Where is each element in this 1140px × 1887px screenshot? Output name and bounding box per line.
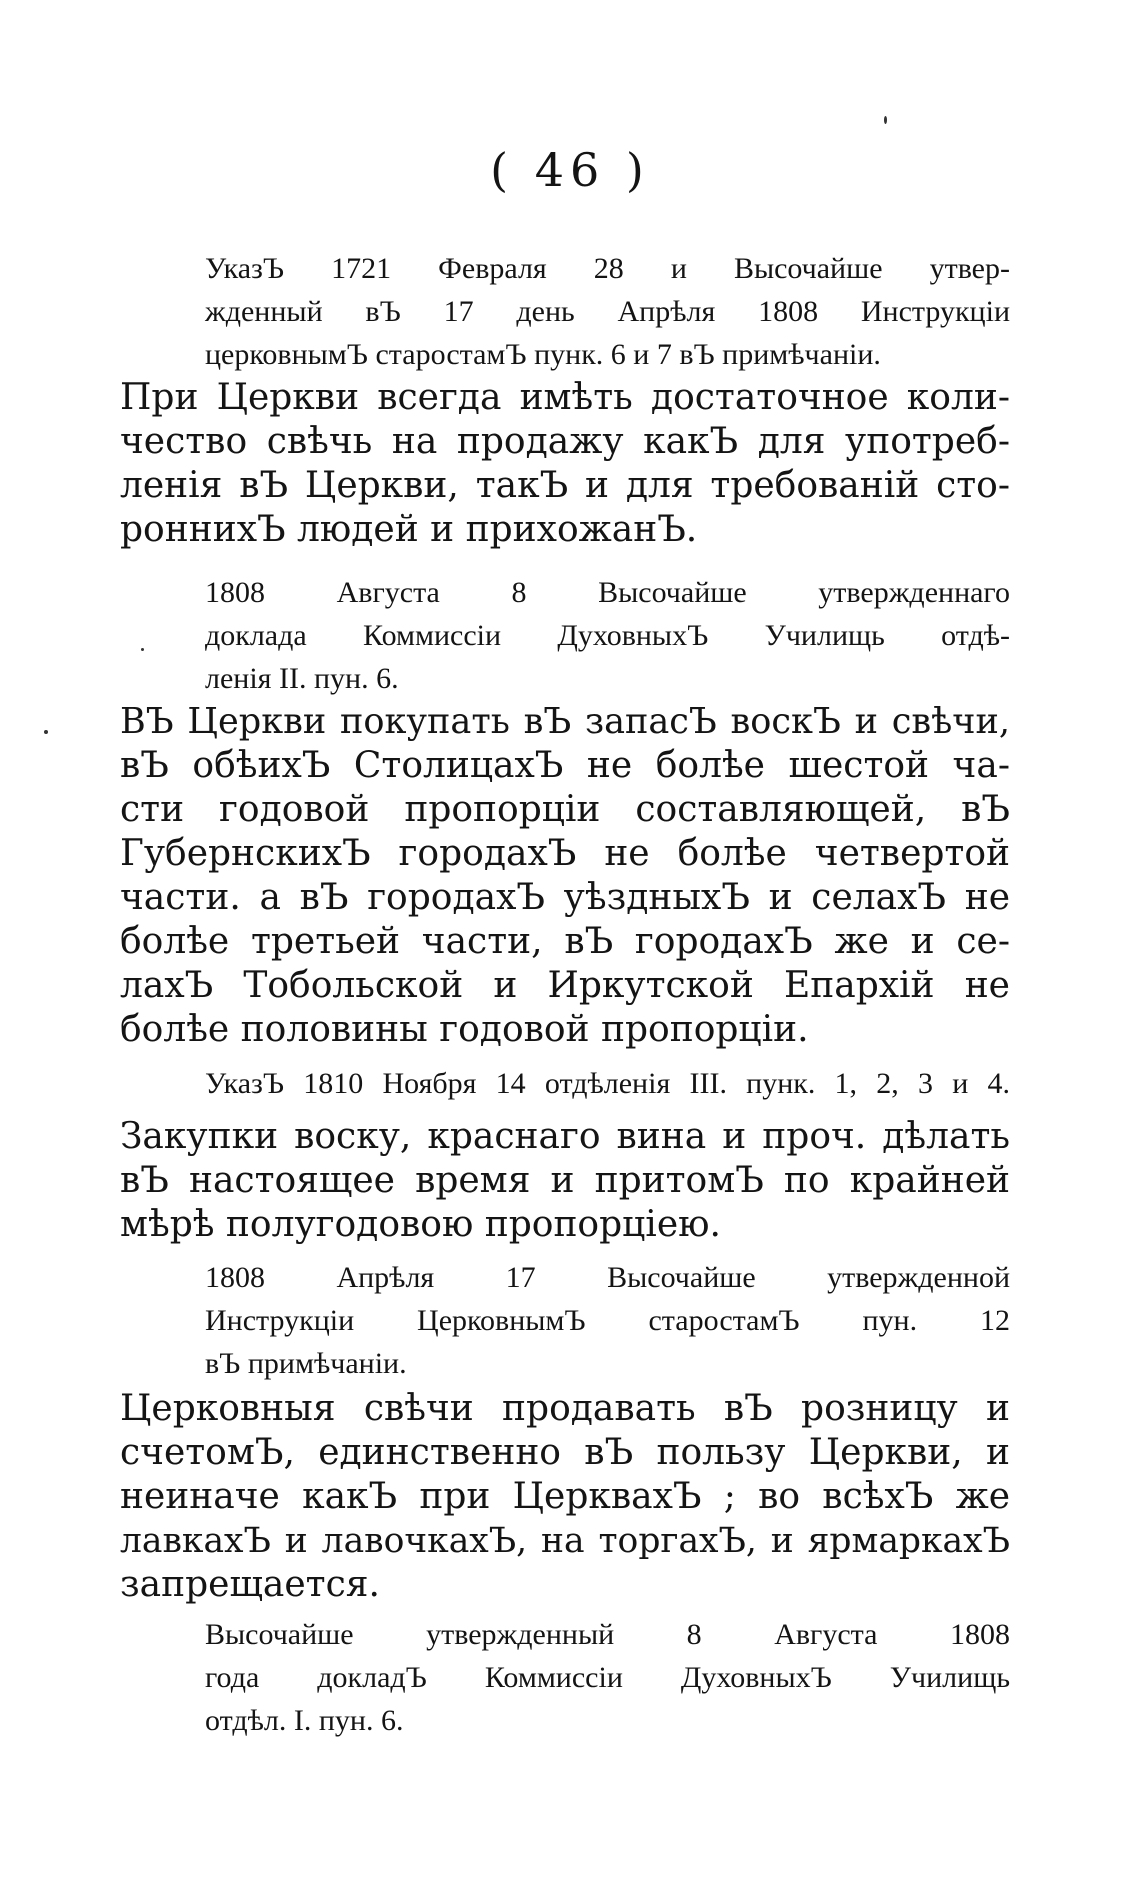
page-number: ( 46 ) — [490, 143, 650, 197]
paragraph-line: вЪ обѣихЪ СтолицахЪ не болѣе шестой ча- — [120, 745, 1010, 786]
paragraph-line: счетомЪ, единственно вЪ пользу Церкви, и — [120, 1432, 1010, 1473]
ink-speck — [884, 116, 887, 124]
paragraph-line: болѣе половины годовой пропорціи. — [120, 1009, 809, 1050]
regulation-paragraph — [120, 1387, 1010, 1607]
paragraph-line: ГубернскихЪ городахЪ не болѣе четвертой — [120, 833, 1010, 874]
paragraph-line: болѣе третьей части, вЪ городахЪ же и се- — [120, 921, 1010, 962]
paragraph-line: мѣрѣ полугодовою пропорціею. — [120, 1204, 721, 1245]
paragraph-line: Церковныя свѣчи продавать вЪ розницу и — [120, 1388, 1010, 1429]
note-line: УказЪ 1810 Ноября 14 отдѣленія III. пунк. 1, 2, 3 и 4. — [205, 1067, 1010, 1100]
paragraph-line: роннихЪ людей и прихожанЪ. — [120, 509, 698, 550]
note-line: вЪ примѣчаніи. — [205, 1347, 407, 1380]
paragraph-line: запрещается. — [120, 1564, 380, 1605]
legal-reference-note — [205, 571, 1010, 700]
paragraph-line: лавкахЪ и лавочкахЪ, на торгахЪ, и ярмаркахЪ — [120, 1521, 1010, 1561]
note-line: года докладЪ Коммиссіи ДуховныхЪ Училищь — [205, 1661, 1010, 1694]
paragraph-line: ленія вЪ Церкви, такЪ и для требованій сто- — [120, 465, 1010, 506]
note-line: доклада Коммиссіи ДуховныхЪ Училищь отдѣ- — [205, 619, 1010, 652]
paragraph-line: лахЪ Тобольской и Иркутской Епархій не — [120, 965, 1010, 1006]
note-line: ленія II. пун. 6. — [205, 662, 399, 695]
note-line: отдѣл. I. пун. 6. — [205, 1704, 404, 1737]
note-line: УказЪ 1721 Февраля 28 и Высочайше утвер- — [205, 252, 1010, 285]
legal-reference-note — [205, 1256, 1010, 1385]
note-line: 1808 Августа 8 Высочайше утвержденнаго — [205, 576, 1010, 609]
paragraph-line: части. а вЪ городахЪ уѣздныхЪ и селахЪ не — [120, 877, 1010, 918]
paragraph-line: вЪ настоящее время и притомЪ по крайней — [120, 1160, 1010, 1201]
ink-speck — [141, 648, 144, 651]
note-line: жденный вЪ 17 день Апрѣля 1808 Инструкціи — [205, 295, 1010, 328]
paragraph-line: неиначе какЪ при ЦерквахЪ ; во всѣхЪ же — [120, 1476, 1010, 1517]
regulation-paragraph — [120, 1115, 1010, 1247]
legal-reference-note — [205, 1062, 1010, 1105]
note-line: Инструкціи ЦерковнымЪ старостамЪ пун. 12 — [205, 1304, 1010, 1337]
paragraph-line: чество свѣчь на продажу какЪ для употреб- — [120, 421, 1010, 462]
legal-reference-note — [205, 247, 1010, 376]
note-line: церковнымЪ старостамЪ пунк. 6 и 7 вЪ примѣчаніи. — [205, 338, 881, 371]
paragraph-line: ВЪ Церкви покупать вЪ запасЪ воскЪ и свѣчи, — [120, 701, 1010, 742]
note-line: 1808 Апрѣля 17 Высочайше утвержденной — [205, 1261, 1010, 1294]
paragraph-line: сти годовой пропорціи составляющей, вЪ — [120, 789, 1010, 830]
regulation-paragraph — [120, 700, 1010, 1052]
legal-reference-note — [205, 1613, 1010, 1742]
paragraph-line: При Церкви всегда имѣть достаточное коли- — [120, 377, 1010, 418]
ink-speck — [44, 730, 48, 734]
note-line: Высочайше утвержденный 8 Августа 1808 — [205, 1618, 1010, 1651]
paragraph-line: Закупки воску, краснаго вина и проч. дѣлать — [120, 1116, 1010, 1157]
regulation-paragraph — [120, 376, 1010, 552]
